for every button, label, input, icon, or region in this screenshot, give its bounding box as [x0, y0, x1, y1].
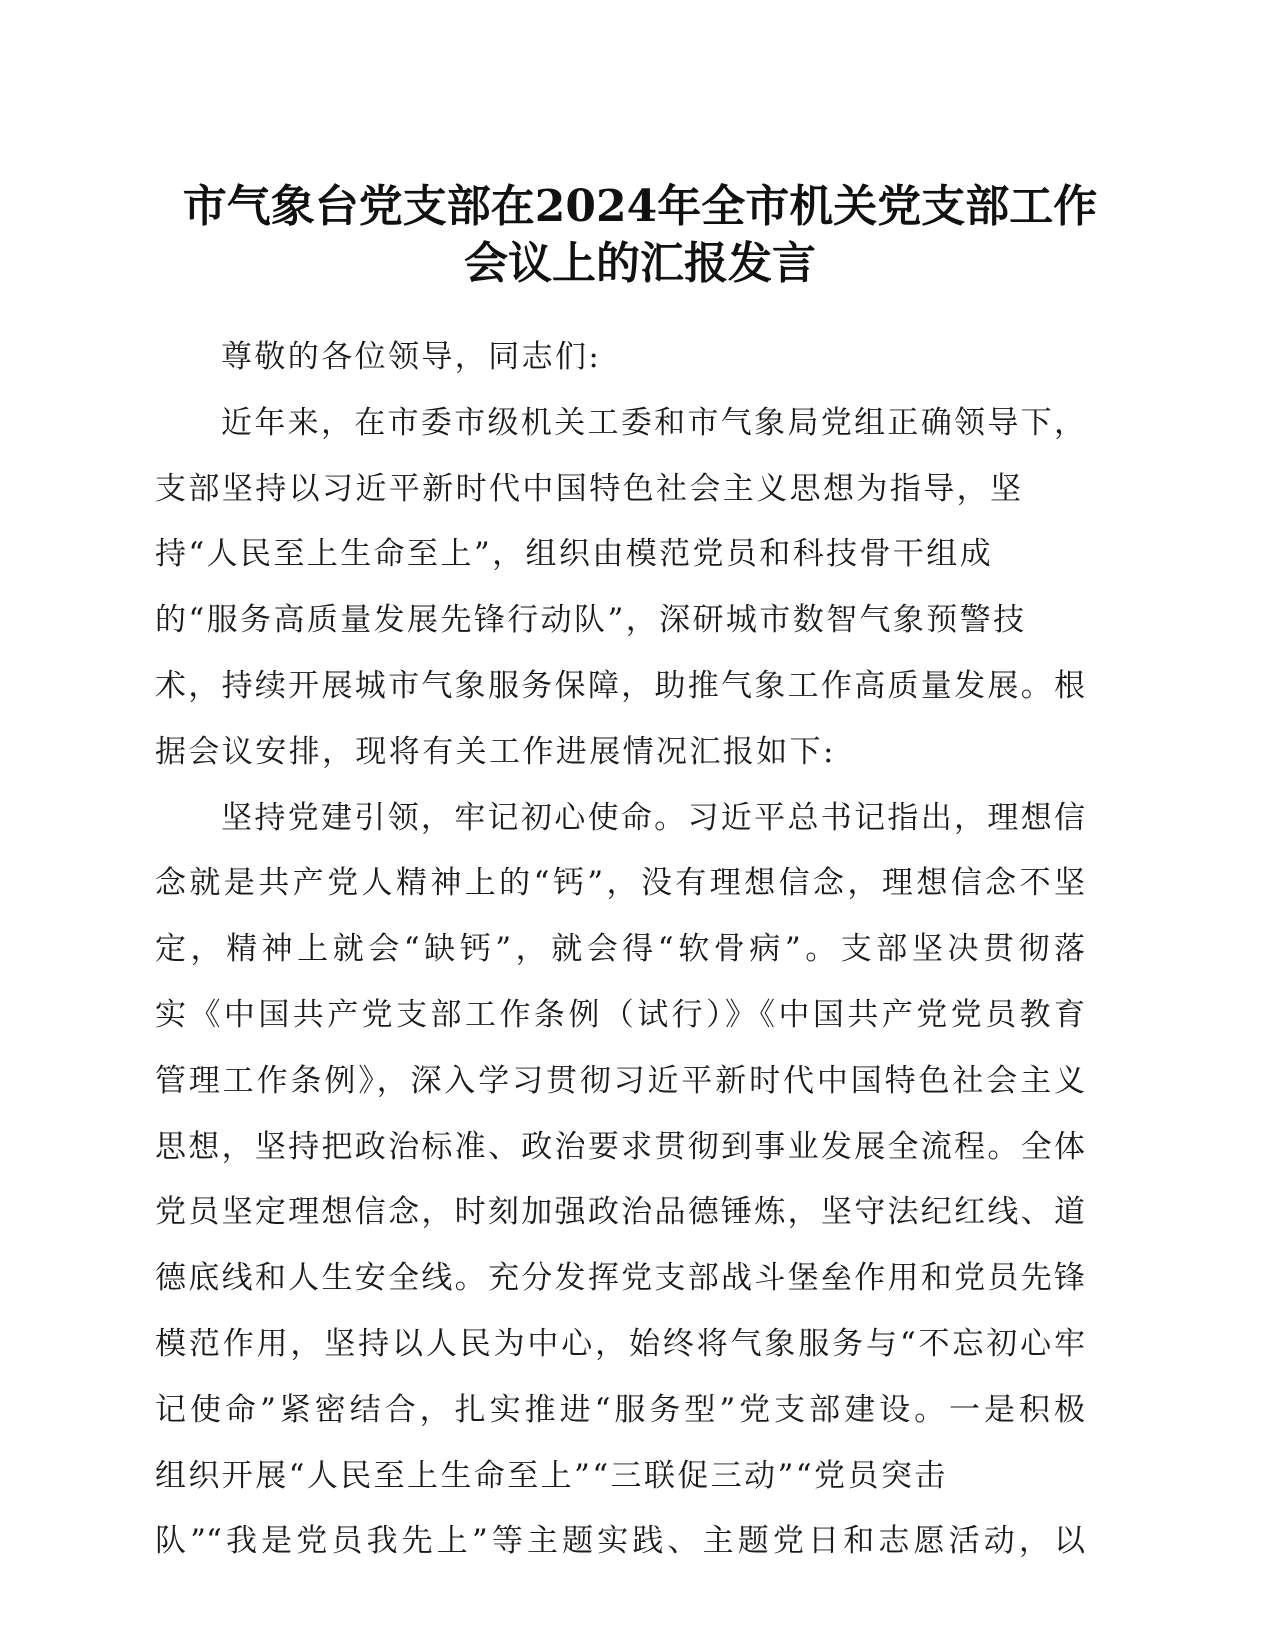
title-line-1: 市气象台党支部在2024年全市机关党支部工作	[182, 181, 1098, 232]
paragraph-line: 近年来，在市委市级机关工委和市气象局党组正确领导下，	[221, 404, 1085, 441]
salutation-line: 尊敬的各位领导，同志们:	[221, 339, 602, 375]
paragraph-line: 党员坚定理想信念，时刻加强政治品德锤炼，坚守法纪红线、道	[155, 1194, 1085, 1231]
document-body	[155, 325, 1085, 1575]
paragraph-line: 组织开展“人民至上生命至上”“三联促三动”“党员突击	[155, 1457, 948, 1494]
paragraph-line: 念就是共产党人精神上的“钙”，没有理想信念，理想信念不坚	[155, 865, 1085, 902]
paragraph-line: 德底线和人生安全线。充分发挥党支部战斗堡垒作用和党员先锋	[155, 1260, 1085, 1297]
paragraph-line: 支部坚持以习近平新时代中国特色社会主义思想为指导，坚	[155, 470, 1024, 507]
paragraph-line: 持“人民至上生命至上”，组织由模范党员和科技骨干组成	[155, 536, 994, 573]
paragraph-line: 记使命”紧密结合，扎实推进“服务型”党支部建设。一是积极	[155, 1391, 1085, 1428]
document-title	[140, 178, 1140, 292]
paragraph-line: 实《中国共产党支部工作条例（试行）》《中国共产党党员教育	[155, 996, 1085, 1033]
paragraph-line: 坚持党建引领，牢记初心使命。习近平总书记指出，理想信	[221, 799, 1085, 836]
paragraph-line: 管理工作条例》，深入学习贯彻习近平新时代中国特色社会主义	[155, 1062, 1085, 1099]
paragraph-line: 据会议安排，现将有关工作进展情况汇报如下:	[155, 733, 836, 770]
paragraph-line: 术，持续开展城市气象服务保障，助推气象工作高质量发展。根	[155, 667, 1085, 704]
title-line-2: 会议上的汇报发言	[464, 238, 816, 289]
paragraph-line: 模范作用，坚持以人民为中心，始终将气象服务与“不忘初心牢	[155, 1325, 1085, 1362]
paragraph-line: 定，精神上就会“缺钙”，就会得“软骨病”。支部坚决贯彻落	[155, 931, 1085, 968]
paragraph-line: 队”“我是党员我先上”等主题实践、主题党日和志愿活动，以	[155, 1523, 1085, 1560]
paragraph-line: 的“服务高质量发展先锋行动队”，深研城市数智气象预警技	[155, 602, 1027, 639]
paragraph-line: 思想，坚持把政治标准、政治要求贯彻到事业发展全流程。全体	[155, 1128, 1085, 1165]
